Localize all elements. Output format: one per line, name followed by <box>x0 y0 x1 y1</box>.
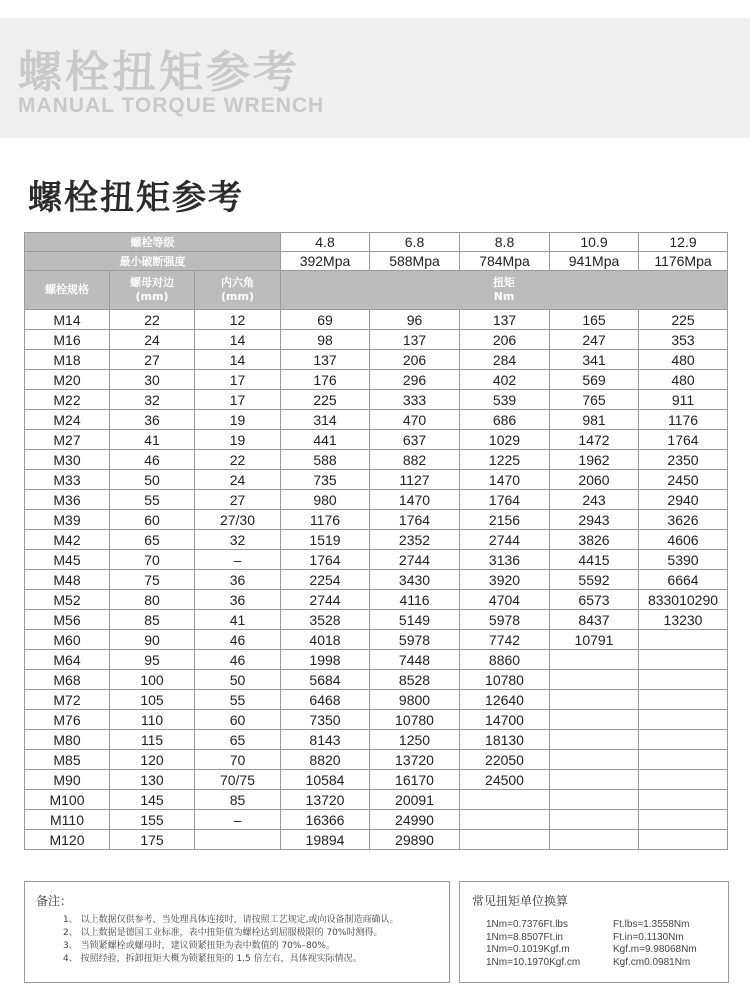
torque-6-8-cell: 2744 <box>370 550 460 570</box>
nut-width-cell: 55 <box>110 490 195 510</box>
torque-10-9-cell: 2060 <box>550 470 639 490</box>
torque-10-9-cell: 2943 <box>550 510 639 530</box>
nut-width-cell: 65 <box>110 530 195 550</box>
table-row <box>25 370 728 390</box>
bolt-size-cell: M85 <box>25 750 110 770</box>
torque-8-8-cell: 10780 <box>460 670 550 690</box>
torque-12-9-cell: 353 <box>639 330 728 350</box>
bolt-size-cell: M48 <box>25 570 110 590</box>
torque-8-8-cell: 1029 <box>460 430 550 450</box>
strength-6-8: 588Mpa <box>370 252 460 271</box>
torque-8-8-cell <box>460 790 550 810</box>
nut-width-cell: 46 <box>110 450 195 470</box>
torque-10-9-cell: 8437 <box>550 610 639 630</box>
table-row <box>25 810 728 830</box>
bolt-size-cell: M120 <box>25 830 110 850</box>
torque-4-8-cell: 3528 <box>281 610 370 630</box>
conversion-item: Kgf.cm0.0981Nm <box>613 956 691 968</box>
nut-width-cell: 120 <box>110 750 195 770</box>
torque-4-8-cell: 137 <box>281 350 370 370</box>
nut-width-cell: 27 <box>110 350 195 370</box>
torque-10-9-cell <box>550 830 639 850</box>
conversion-item: 1Nm=0.1019Kgf.m <box>486 944 570 955</box>
torque-4-8-cell: 8143 <box>281 730 370 750</box>
table-row <box>25 750 728 770</box>
grade-8-8: 8.8 <box>460 233 550 252</box>
torque-6-8-cell: 5978 <box>370 630 460 650</box>
torque-10-9-cell: 247 <box>550 330 639 350</box>
nut-header <box>110 271 195 310</box>
torque-4-8-cell: 13720 <box>281 790 370 810</box>
torque-10-9-cell: 341 <box>550 350 639 370</box>
torque-4-8-cell: 10584 <box>281 770 370 790</box>
table-row <box>25 650 728 670</box>
table-row <box>25 410 728 430</box>
hex-key-cell: 22 <box>195 450 281 470</box>
torque-8-8-cell: 1764 <box>460 490 550 510</box>
table-row <box>25 610 728 630</box>
table-row <box>25 630 728 650</box>
bolt-size-cell: M22 <box>25 390 110 410</box>
torque-6-8-cell: 470 <box>370 410 460 430</box>
hex-key-cell: 36 <box>195 570 281 590</box>
table-row <box>25 530 728 550</box>
torque-12-9-cell: 480 <box>639 370 728 390</box>
torque-8-8-cell: 4704 <box>460 590 550 610</box>
torque-4-8-cell: 2744 <box>281 590 370 610</box>
bolt-size-cell: M27 <box>25 430 110 450</box>
torque-12-9-cell: 911 <box>639 390 728 410</box>
torque-10-9-cell: 10791 <box>550 630 639 650</box>
torque-12-9-cell <box>639 670 728 690</box>
torque-10-9-cell <box>550 770 639 790</box>
torque-6-8-cell: 20091 <box>370 790 460 810</box>
torque-10-9-cell: 981 <box>550 410 639 430</box>
table-row <box>25 790 728 810</box>
torque-4-8-cell: 441 <box>281 430 370 450</box>
torque-8-8-cell: 3136 <box>460 550 550 570</box>
nut-width-cell: 24 <box>110 330 195 350</box>
torque-10-9-cell: 165 <box>550 310 639 330</box>
grade-12-9: 12.9 <box>639 233 728 252</box>
conversion-item: Ft.in=0.1130Nm <box>613 931 684 943</box>
table-row <box>25 510 728 530</box>
bolt-size-cell: M56 <box>25 610 110 630</box>
torque-8-8-cell: 137 <box>460 310 550 330</box>
grade-10-9: 10.9 <box>550 233 639 252</box>
note-item: 3、 当锁紧螺栓或螺母时，建议锁紧扭矩为表中数值的 70%–80%。 <box>63 941 335 951</box>
table-row <box>25 770 728 790</box>
conversion-title: 常见扭矩单位换算 <box>472 894 569 908</box>
torque-6-8-cell: 7448 <box>370 650 460 670</box>
hex-key-cell: 27/30 <box>195 510 281 530</box>
torque-12-9-cell: 1764 <box>639 430 728 450</box>
conversion-item: Ft.lbs=1.3558Nm <box>613 919 690 930</box>
torque-8-8-cell: 22050 <box>460 750 550 770</box>
torque-10-9-cell: 5592 <box>550 570 639 590</box>
torque-12-9-cell <box>639 650 728 670</box>
hex-key-cell: 46 <box>195 630 281 650</box>
unit-conversion-box <box>459 881 729 983</box>
torque-unit: Nm <box>493 290 515 303</box>
torque-6-8-cell: 1127 <box>370 470 460 490</box>
torque-10-9-cell: 569 <box>550 370 639 390</box>
hex-key-cell: 32 <box>195 530 281 550</box>
bolt-size-cell: M33 <box>25 470 110 490</box>
torque-10-9-cell <box>550 790 639 810</box>
table-row <box>25 570 728 590</box>
torque-4-8-cell: 735 <box>281 470 370 490</box>
bolt-size-cell: M80 <box>25 730 110 750</box>
table-row <box>25 350 728 370</box>
torque-12-9-cell <box>639 690 728 710</box>
hex-key-cell: 12 <box>195 310 281 330</box>
torque-6-8-cell: 637 <box>370 430 460 450</box>
torque-12-9-cell <box>639 770 728 790</box>
torque-12-9-cell: 4606 <box>639 530 728 550</box>
hex-key-cell: 14 <box>195 350 281 370</box>
note-item: 2、 以上数据是德国工业标准，表中扭矩值为螺栓达到屈服极限的 70%时测得。 <box>63 928 383 938</box>
torque-4-8-cell: 1519 <box>281 530 370 550</box>
table-row <box>25 730 728 750</box>
table-row <box>25 490 728 510</box>
bolt-size-cell: M45 <box>25 550 110 570</box>
notes-box <box>24 881 450 983</box>
torque-6-8-cell: 3430 <box>370 570 460 590</box>
torque-12-9-cell: 833010290 <box>639 590 728 610</box>
nut-width-cell: 90 <box>110 630 195 650</box>
torque-10-9-cell <box>550 650 639 670</box>
torque-10-9-cell <box>550 750 639 770</box>
torque-6-8-cell: 1764 <box>370 510 460 530</box>
notes-title: 备注： <box>36 894 73 908</box>
hex-key-cell: 85 <box>195 790 281 810</box>
table-row <box>25 450 728 470</box>
page-title: 螺栓扭矩参考 <box>28 178 244 218</box>
torque-8-8-cell: 539 <box>460 390 550 410</box>
strength-10-9: 941Mpa <box>550 252 639 271</box>
hex-key-cell: 50 <box>195 670 281 690</box>
torque-4-8-cell: 5684 <box>281 670 370 690</box>
nut-width-cell: 130 <box>110 770 195 790</box>
torque-12-9-cell: 225 <box>639 310 728 330</box>
bolt-size-cell: M52 <box>25 590 110 610</box>
torque-4-8-cell: 225 <box>281 390 370 410</box>
torque-6-8-cell: 96 <box>370 310 460 330</box>
torque-8-8-cell: 3920 <box>460 570 550 590</box>
strength-4-8: 392Mpa <box>281 252 370 271</box>
nut-width-cell: 30 <box>110 370 195 390</box>
torque-table <box>24 232 728 850</box>
column-header-row <box>25 271 728 310</box>
strength-row <box>25 252 728 271</box>
torque-12-9-cell <box>639 810 728 830</box>
torque-10-9-cell <box>550 690 639 710</box>
torque-12-9-cell: 480 <box>639 350 728 370</box>
torque-8-8-cell <box>460 830 550 850</box>
bolt-size-cell: M36 <box>25 490 110 510</box>
conversion-item: 1Nm=0.7376Ft.lbs <box>486 919 568 930</box>
torque-6-8-cell: 1470 <box>370 490 460 510</box>
torque-10-9-cell: 6573 <box>550 590 639 610</box>
torque-12-9-cell <box>639 630 728 650</box>
torque-4-8-cell: 980 <box>281 490 370 510</box>
bolt-size-cell: M76 <box>25 710 110 730</box>
notes-list <box>63 914 398 966</box>
torque-6-8-cell: 9800 <box>370 690 460 710</box>
torque-label: 扭矩 <box>493 276 515 289</box>
nut-width-cell: 32 <box>110 390 195 410</box>
torque-8-8-cell: 206 <box>460 330 550 350</box>
torque-6-8-cell: 10780 <box>370 710 460 730</box>
torque-4-8-cell: 69 <box>281 310 370 330</box>
torque-12-9-cell: 6664 <box>639 570 728 590</box>
grade-4-8: 4.8 <box>281 233 370 252</box>
spec-header <box>25 271 110 310</box>
bolt-size-cell: M18 <box>25 350 110 370</box>
torque-4-8-cell: 6468 <box>281 690 370 710</box>
bolt-size-cell: M16 <box>25 330 110 350</box>
strength-label: 最小破断强度 <box>25 252 281 271</box>
torque-12-9-cell: 2450 <box>639 470 728 490</box>
hex-key-cell: 41 <box>195 610 281 630</box>
hex-key-cell: 24 <box>195 470 281 490</box>
torque-4-8-cell: 16366 <box>281 810 370 830</box>
torque-12-9-cell: 1176 <box>639 410 728 430</box>
banner-title-en: MANUAL TORQUE WRENCH <box>18 94 325 117</box>
torque-10-9-cell <box>550 670 639 690</box>
torque-10-9-cell <box>550 810 639 830</box>
torque-6-8-cell: 5149 <box>370 610 460 630</box>
bolt-size-cell: M42 <box>25 530 110 550</box>
bolt-size-cell: M68 <box>25 670 110 690</box>
torque-10-9-cell <box>550 710 639 730</box>
table-row <box>25 690 728 710</box>
torque-12-9-cell: 2350 <box>639 450 728 470</box>
torque-6-8-cell: 1250 <box>370 730 460 750</box>
conversion-item: Kgf.m=9.98068Nm <box>613 944 697 955</box>
nut-width-cell: 50 <box>110 470 195 490</box>
bolt-size-cell: M60 <box>25 630 110 650</box>
strength-12-9: 1176Mpa <box>639 252 728 271</box>
table-row <box>25 550 728 570</box>
hex-header <box>195 271 281 310</box>
torque-12-9-cell <box>639 790 728 810</box>
torque-4-8-cell: 4018 <box>281 630 370 650</box>
torque-8-8-cell: 24500 <box>460 770 550 790</box>
conversion-right-list <box>613 919 697 969</box>
torque-4-8-cell: 19894 <box>281 830 370 850</box>
torque-8-8-cell: 12640 <box>460 690 550 710</box>
nut-width-cell: 145 <box>110 790 195 810</box>
torque-8-8-cell: 1470 <box>460 470 550 490</box>
table-row <box>25 830 728 850</box>
torque-8-8-cell: 5978 <box>460 610 550 630</box>
hex-key-cell: 17 <box>195 370 281 390</box>
hex-key-cell <box>195 830 281 850</box>
torque-8-8-cell: 686 <box>460 410 550 430</box>
nut-width-cell: 155 <box>110 810 195 830</box>
torque-8-8-cell <box>460 810 550 830</box>
banner-title-cn: 螺栓扭矩参考 <box>18 47 300 98</box>
torque-6-8-cell: 24990 <box>370 810 460 830</box>
grade-label: 螺栓等级 <box>25 233 281 252</box>
torque-12-9-cell <box>639 830 728 850</box>
bolt-size-cell: M24 <box>25 410 110 430</box>
header-banner <box>0 18 750 138</box>
torque-12-9-cell: 13230 <box>639 610 728 630</box>
hex-key-cell: 17 <box>195 390 281 410</box>
torque-8-8-cell: 284 <box>460 350 550 370</box>
torque-12-9-cell: 2940 <box>639 490 728 510</box>
torque-12-9-cell: 3626 <box>639 510 728 530</box>
nut-width-cell: 95 <box>110 650 195 670</box>
torque-6-8-cell: 882 <box>370 450 460 470</box>
note-item: 4、 按照经验，拆卸扭矩大概为锁紧扭矩的 1.5 倍左右，具体视实际情况。 <box>63 954 362 964</box>
torque-10-9-cell: 1962 <box>550 450 639 470</box>
hex-label: 内六角 <box>221 276 254 289</box>
hex-key-cell: 70/75 <box>195 770 281 790</box>
torque-10-9-cell <box>550 730 639 750</box>
hex-key-cell: 60 <box>195 710 281 730</box>
torque-6-8-cell: 137 <box>370 330 460 350</box>
torque-12-9-cell <box>639 730 728 750</box>
table-row <box>25 390 728 410</box>
nut-width-cell: 41 <box>110 430 195 450</box>
hex-key-cell: 36 <box>195 590 281 610</box>
table-row <box>25 590 728 610</box>
grade-6-8: 6.8 <box>370 233 460 252</box>
nut-label: 螺母对边 <box>130 276 174 289</box>
bolt-size-cell: M90 <box>25 770 110 790</box>
torque-4-8-cell: 7350 <box>281 710 370 730</box>
torque-header <box>281 271 728 310</box>
nut-width-cell: 105 <box>110 690 195 710</box>
bolt-size-cell: M30 <box>25 450 110 470</box>
conversion-item: 1Nm=8.8507Ft.in <box>486 931 563 943</box>
nut-width-cell: 80 <box>110 590 195 610</box>
hex-key-cell: – <box>195 810 281 830</box>
torque-4-8-cell: 98 <box>281 330 370 350</box>
torque-6-8-cell: 296 <box>370 370 460 390</box>
table-row <box>25 670 728 690</box>
torque-4-8-cell: 1764 <box>281 550 370 570</box>
strength-8-8: 784Mpa <box>460 252 550 271</box>
torque-12-9-cell: 5390 <box>639 550 728 570</box>
torque-8-8-cell: 2744 <box>460 530 550 550</box>
nut-width-cell: 110 <box>110 710 195 730</box>
note-item: 1、 以上数据仅供参考，当处理具体连接时，请按照工艺规定,或向设备制造商确认。 <box>63 915 399 925</box>
torque-12-9-cell <box>639 710 728 730</box>
nut-unit: (mm) <box>135 290 169 303</box>
torque-4-8-cell: 1176 <box>281 510 370 530</box>
hex-key-cell: 19 <box>195 430 281 450</box>
nut-width-cell: 85 <box>110 610 195 630</box>
bolt-size-cell: M64 <box>25 650 110 670</box>
table-row <box>25 470 728 490</box>
nut-width-cell: 115 <box>110 730 195 750</box>
table-row <box>25 330 728 350</box>
torque-8-8-cell: 18130 <box>460 730 550 750</box>
torque-6-8-cell: 29890 <box>370 830 460 850</box>
nut-width-cell: 60 <box>110 510 195 530</box>
nut-width-cell: 75 <box>110 570 195 590</box>
torque-4-8-cell: 314 <box>281 410 370 430</box>
torque-10-9-cell: 1472 <box>550 430 639 450</box>
conversion-item: 1Nm=10.1970Kgf.cm <box>486 956 581 968</box>
grade-row <box>25 233 728 252</box>
spec-label: 螺栓规格 <box>45 283 89 296</box>
hex-unit: (mm) <box>221 290 254 303</box>
torque-8-8-cell: 402 <box>460 370 550 390</box>
torque-10-9-cell: 765 <box>550 390 639 410</box>
hex-key-cell: 14 <box>195 330 281 350</box>
torque-6-8-cell: 4116 <box>370 590 460 610</box>
torque-4-8-cell: 1998 <box>281 650 370 670</box>
bolt-size-cell: M20 <box>25 370 110 390</box>
hex-key-cell: 19 <box>195 410 281 430</box>
bolt-size-cell: M14 <box>25 310 110 330</box>
hex-key-cell: 46 <box>195 650 281 670</box>
bolt-size-cell: M100 <box>25 790 110 810</box>
torque-8-8-cell: 2156 <box>460 510 550 530</box>
nut-width-cell: 22 <box>110 310 195 330</box>
torque-6-8-cell: 8528 <box>370 670 460 690</box>
nut-width-cell: 175 <box>110 830 195 850</box>
torque-6-8-cell: 16170 <box>370 770 460 790</box>
nut-width-cell: 70 <box>110 550 195 570</box>
torque-10-9-cell: 4415 <box>550 550 639 570</box>
hex-key-cell: 70 <box>195 750 281 770</box>
hex-key-cell: 65 <box>195 730 281 750</box>
table-row <box>25 310 728 330</box>
torque-12-9-cell <box>639 750 728 770</box>
torque-6-8-cell: 13720 <box>370 750 460 770</box>
torque-8-8-cell: 1225 <box>460 450 550 470</box>
bolt-size-cell: M110 <box>25 810 110 830</box>
torque-10-9-cell: 3826 <box>550 530 639 550</box>
conversion-left-list <box>486 919 580 969</box>
bolt-size-cell: M72 <box>25 690 110 710</box>
torque-4-8-cell: 588 <box>281 450 370 470</box>
nut-width-cell: 36 <box>110 410 195 430</box>
torque-4-8-cell: 8820 <box>281 750 370 770</box>
torque-8-8-cell: 7742 <box>460 630 550 650</box>
torque-6-8-cell: 206 <box>370 350 460 370</box>
torque-8-8-cell: 8860 <box>460 650 550 670</box>
hex-key-cell: 55 <box>195 690 281 710</box>
table-row <box>25 430 728 450</box>
hex-key-cell: 27 <box>195 490 281 510</box>
nut-width-cell: 100 <box>110 670 195 690</box>
torque-10-9-cell: 243 <box>550 490 639 510</box>
torque-8-8-cell: 14700 <box>460 710 550 730</box>
hex-key-cell: – <box>195 550 281 570</box>
torque-6-8-cell: 2352 <box>370 530 460 550</box>
torque-4-8-cell: 176 <box>281 370 370 390</box>
torque-6-8-cell: 333 <box>370 390 460 410</box>
table-row <box>25 710 728 730</box>
torque-4-8-cell: 2254 <box>281 570 370 590</box>
bolt-size-cell: M39 <box>25 510 110 530</box>
